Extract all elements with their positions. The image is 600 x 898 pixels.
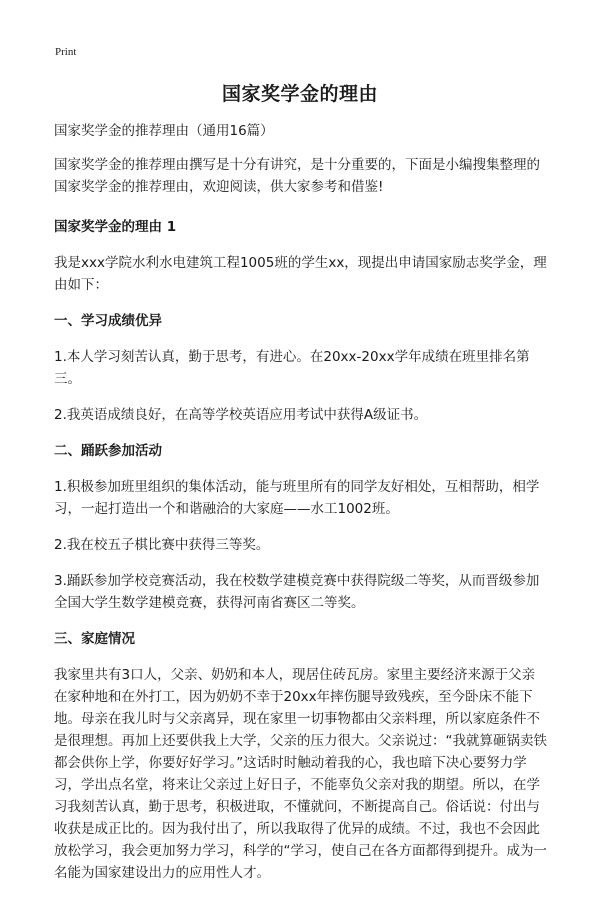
study-paragraph-2: 2.我英语成绩良好，在高等学校英语应用考试中获得A级证书。: [54, 407, 428, 423]
page-title: 国家奖学金的理由: [221, 83, 378, 105]
study-paragraph-1: 1.本人学习刻苦认真，勤于思考，有进心。在20xx-20xx学年成绩在班里排名第三。: [54, 349, 530, 387]
section-heading-family: 三、家庭情况: [54, 631, 135, 647]
document-body: [54, 120, 548, 898]
section-heading-activities: 二、踊跃参加活动: [54, 443, 162, 459]
essay-heading: 国家奖学金的理由 1: [54, 219, 177, 235]
activities-paragraph-2: 2.我在校五子棋比赛中获得三等奖。: [54, 537, 270, 553]
activities-paragraph-3: 3.踊跃参加学校竞赛活动，我在校数学建模竞赛中获得院级二等奖，从而晋级参加全国大学生数学建模竞赛，获得河南省赛区二等奖。: [54, 573, 540, 611]
document-subtitle: 国家奖学金的推荐理由（通用16篇）: [54, 123, 274, 139]
family-paragraph: 我家里共有3口人，父亲、奶奶和本人，现居住砖瓦房。家里主要经济来源于父亲在家种地和在外打工，因为奶奶不幸于20xx年摔伤腿导致残疾，至今卧床不能下地。母亲在我儿时与父亲离异，现在家里一切事物都由父亲料理，所以家庭条件不是很理想。再加上还要供我上大学，父亲的压力很大。父亲说过：“我就算砸锅卖铁都会供你上学，你要好好学习。”这话时时触动着我的心，我也暗下决心要努力学习，学出点名堂，将来让父亲过上好日子，不能辜负父亲对我的期望。所以，在学习我刻苦认真，勤于思考，积极进取，不懂就问，不断提高自己。俗话说：付出与收获是成正比的。因为我付出了，所以我取得了优异的成绩。不过，我也不会因此放松学习，我会更加努力学习，科学的“学习，使自己在各方面都得到提升。成为一名能为国家建设出力的应用性人才。: [54, 667, 547, 881]
section-heading-study: 一、学习成绩优异: [54, 313, 162, 329]
print-label[interactable]: Print: [55, 46, 77, 58]
activities-paragraph-1: 1.积极参加班里组织的集体活动，能与班里所有的同学友好相处，互相帮助，相学习，一起打造出一个和谐融洽的大家庭——水工1002班。: [54, 479, 540, 517]
intro-paragraph: 国家奖学金的推荐理由撰写是十分有讲究，是十分重要的，下面是小编搜集整理的国家奖学金的推荐理由，欢迎阅读，供大家参考和借鉴!: [54, 157, 540, 195]
opening-paragraph: 我是xxx学院水利水电建筑工程1005班的学生xx，现提出申请国家励志奖学金，理由如下：: [54, 255, 547, 293]
